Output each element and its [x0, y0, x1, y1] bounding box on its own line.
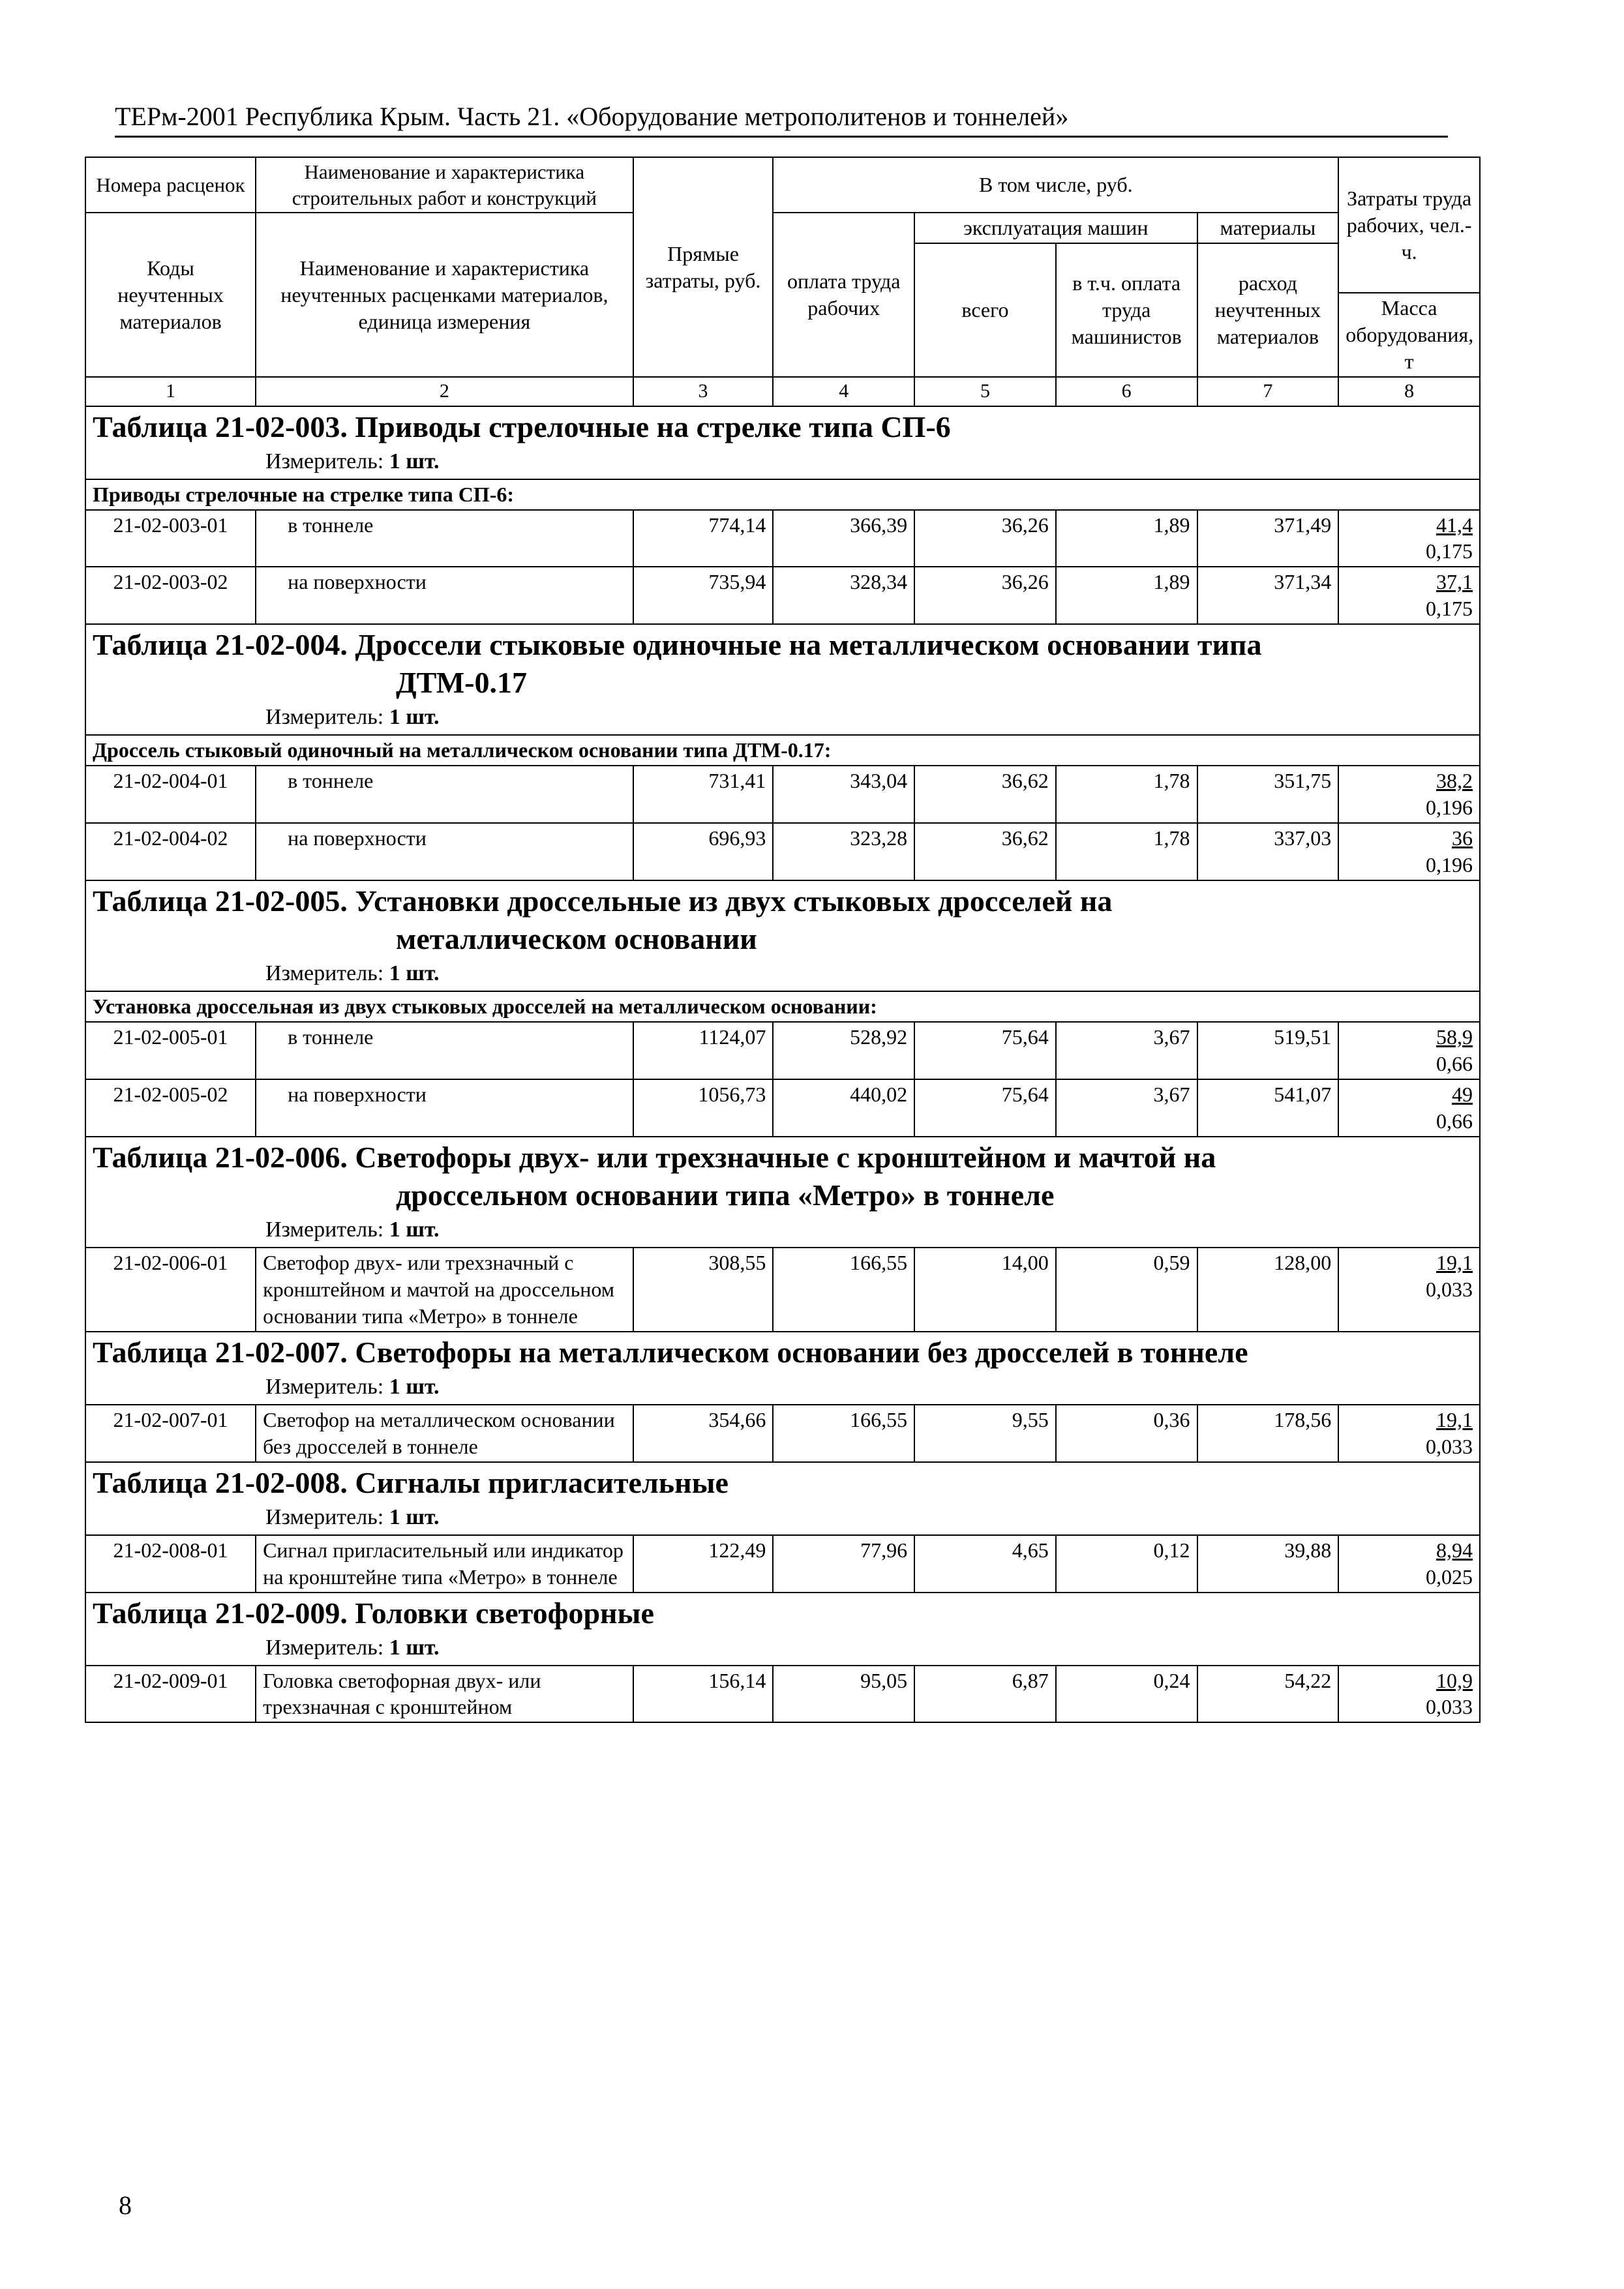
rate-mat: 39,88 — [1197, 1535, 1339, 1593]
hours-and-mass — [1338, 1535, 1480, 1593]
table-title — [93, 626, 1473, 702]
rate-row — [85, 823, 1480, 880]
equipment-mass: 0,025 — [1426, 1564, 1473, 1589]
rate-mach-labor: 0,12 — [1056, 1535, 1197, 1593]
labor-hours: 19,1 — [1436, 1250, 1473, 1274]
section-heading — [85, 624, 1480, 735]
rate-mach: 36,62 — [914, 766, 1056, 823]
table-number: Таблица 21-02-008. — [93, 1465, 348, 1499]
col8-top-header: Затраты труда рабочих, чел.-ч. — [1338, 157, 1480, 293]
col4-header: оплата труда рабочих — [773, 213, 914, 377]
col5-header: всего — [914, 243, 1056, 377]
rate-mach: 14,00 — [914, 1248, 1056, 1332]
rate-name: на поверхности — [256, 567, 633, 624]
rate-mach: 36,62 — [914, 823, 1056, 880]
rate-direct: 731,41 — [633, 766, 774, 823]
labor-hours: 19,1 — [1436, 1407, 1473, 1431]
labor-hours: 38,2 — [1436, 769, 1473, 793]
table-number: Таблица 21-02-003. — [93, 410, 348, 443]
measure-value: 1 шт. — [389, 1217, 440, 1242]
col-number: 8 — [1338, 377, 1480, 406]
col-number: 4 — [773, 377, 914, 406]
measure-label: Измеритель: — [265, 1504, 384, 1529]
equipment-mass: 0,033 — [1426, 1434, 1473, 1458]
rate-row — [85, 567, 1480, 624]
measure-value: 1 шт. — [389, 449, 440, 473]
labor-hours: 49 — [1452, 1082, 1473, 1106]
measure-value: 1 шт. — [389, 961, 440, 986]
rate-labor: 323,28 — [773, 823, 914, 880]
table-section — [85, 1332, 1480, 1405]
rate-labor: 366,39 — [773, 510, 914, 567]
col1-top-header: Номера расценок — [85, 157, 256, 213]
col3-header: Прямые затраты, руб. — [633, 157, 774, 377]
rate-mach-labor: 1,89 — [1056, 567, 1197, 624]
hours-and-mass — [1338, 766, 1480, 823]
equipment-mass: 0,033 — [1426, 1695, 1473, 1719]
measure-value: 1 шт. — [389, 705, 440, 730]
table-section — [85, 880, 1480, 991]
rate-mat: 519,51 — [1197, 1022, 1339, 1079]
table-number: Таблица 21-02-009. — [93, 1596, 348, 1630]
rate-mat: 54,22 — [1197, 1666, 1339, 1723]
rate-mat: 128,00 — [1197, 1248, 1339, 1332]
col-number: 1 — [85, 377, 256, 406]
rate-direct: 696,93 — [633, 823, 774, 880]
table-title — [93, 1464, 1473, 1502]
labor-hours: 41,4 — [1436, 513, 1473, 537]
measure-label: Измеритель: — [265, 1635, 384, 1660]
table-title-text: Установки дроссельные из двух стыковых дросселей на — [355, 884, 1113, 918]
rate-mach: 4,65 — [914, 1535, 1056, 1593]
rate-mach: 36,26 — [914, 567, 1056, 624]
measure-label: Измеритель: — [265, 1217, 384, 1242]
rate-mat: 371,49 — [1197, 510, 1339, 567]
rate-row — [85, 1022, 1480, 1079]
labor-hours: 37,1 — [1436, 570, 1473, 594]
rate-code: 21-02-005-01 — [85, 1022, 256, 1079]
table-title-text: Сигналы пригласительные — [355, 1465, 729, 1499]
rate-mach-labor: 0,36 — [1056, 1405, 1197, 1462]
col7-header: расход неучтенных материалов — [1197, 243, 1339, 377]
measure-unit — [93, 702, 1473, 733]
rate-row — [85, 510, 1480, 567]
rate-mat: 541,07 — [1197, 1079, 1339, 1137]
page-number: 8 — [119, 2191, 132, 2220]
col-number: 6 — [1056, 377, 1197, 406]
rate-labor: 77,96 — [773, 1535, 914, 1593]
rate-mach: 75,64 — [914, 1022, 1056, 1079]
table-section — [85, 624, 1480, 735]
rate-code: 21-02-005-02 — [85, 1079, 256, 1137]
rate-code: 21-02-003-02 — [85, 567, 256, 624]
hours-and-mass — [1338, 510, 1480, 567]
rate-name: в тоннеле — [256, 766, 633, 823]
table-title-text: Головки светофорные — [355, 1596, 654, 1630]
rate-direct: 735,94 — [633, 567, 774, 624]
rate-mach-labor: 3,67 — [1056, 1022, 1197, 1079]
table-number: Таблица 21-02-006. — [93, 1140, 348, 1174]
materials-header: материалы — [1197, 213, 1339, 243]
col1-bottom-header: Коды неучтенных материалов — [85, 213, 256, 377]
measure-value: 1 шт. — [389, 1374, 440, 1399]
rate-name: Сигнал пригласительный или индикатор на кронштейне типа «Метро» в тоннеле — [256, 1535, 633, 1593]
section-heading — [85, 406, 1480, 479]
machines-header: эксплуатация машин — [914, 213, 1197, 243]
table-title-text: Приводы стрелочные на стрелке типа СП-6 — [355, 410, 951, 443]
hours-and-mass — [1338, 567, 1480, 624]
rate-labor: 166,55 — [773, 1405, 914, 1462]
measure-value: 1 шт. — [389, 1635, 440, 1660]
measure-unit — [93, 1502, 1473, 1533]
rate-code: 21-02-008-01 — [85, 1535, 256, 1593]
rate-name: на поверхности — [256, 823, 633, 880]
hours-and-mass — [1338, 1666, 1480, 1723]
group-heading: Дроссель стыковый одиночный на металлическом основании типа ДТМ-0.17: — [85, 735, 1480, 766]
table-title — [93, 1334, 1473, 1371]
table-section — [85, 1593, 1480, 1666]
hours-and-mass — [1338, 1405, 1480, 1462]
measure-label: Измеритель: — [265, 1374, 384, 1399]
rate-mach: 9,55 — [914, 1405, 1056, 1462]
rate-mach: 6,87 — [914, 1666, 1056, 1723]
measure-unit — [93, 446, 1473, 477]
section-heading — [85, 1462, 1480, 1535]
rate-name: Светофор двух- или трехзначный с кронштейном и мачтой на дроссельном основании типа «Метро» в тоннеле — [256, 1248, 633, 1332]
equipment-mass: 0,66 — [1436, 1109, 1473, 1133]
rate-row — [85, 1079, 1480, 1137]
equipment-mass: 0,196 — [1426, 796, 1473, 820]
equipment-mass: 0,175 — [1426, 597, 1473, 621]
rate-mach: 36,26 — [914, 510, 1056, 567]
rate-code: 21-02-007-01 — [85, 1405, 256, 1462]
rate-mach-labor: 3,67 — [1056, 1079, 1197, 1137]
rate-direct: 774,14 — [633, 510, 774, 567]
rate-mat: 337,03 — [1197, 823, 1339, 880]
equipment-mass: 0,66 — [1436, 1051, 1473, 1075]
table-title-continuation: металлическом основании — [396, 922, 757, 956]
rate-labor: 166,55 — [773, 1248, 914, 1332]
rate-mach: 75,64 — [914, 1079, 1056, 1137]
measure-label: Измеритель: — [265, 705, 384, 730]
rate-row — [85, 1405, 1480, 1462]
labor-hours: 8,94 — [1436, 1538, 1473, 1562]
col-number: 5 — [914, 377, 1056, 406]
table-section — [85, 1462, 1480, 1535]
equipment-mass: 0,033 — [1426, 1277, 1473, 1301]
col2-bottom-header: Наименование и характеристика неучтенных расценками материалов, единица измерения — [256, 213, 633, 377]
rate-name: Головка светофорная двух- или трехзначная с кронштейном — [256, 1666, 633, 1723]
rate-name: в тоннеле — [256, 510, 633, 567]
rate-name: Светофор на металлическом основании без дросселей в тоннеле — [256, 1405, 633, 1462]
group-row — [85, 991, 1480, 1022]
table-title-text: Дроссели стыковые одиночные на металлическом основании типа — [355, 628, 1262, 662]
hours-and-mass — [1338, 823, 1480, 880]
rate-code: 21-02-004-01 — [85, 766, 256, 823]
rate-name: в тоннеле — [256, 1022, 633, 1079]
measure-label: Измеритель: — [265, 961, 384, 986]
col6-header: в т.ч. оплата труда машинистов — [1056, 243, 1197, 377]
table-title-continuation: ДТМ-0.17 — [396, 666, 527, 700]
labor-hours: 36 — [1452, 826, 1473, 850]
rate-code: 21-02-003-01 — [85, 510, 256, 567]
table-number: Таблица 21-02-007. — [93, 1335, 348, 1369]
measure-unit — [93, 1214, 1473, 1246]
section-heading — [85, 1593, 1480, 1666]
measure-unit — [93, 958, 1473, 989]
measure-value: 1 шт. — [389, 1504, 440, 1529]
rate-direct: 308,55 — [633, 1248, 774, 1332]
rate-mach-labor: 0,24 — [1056, 1666, 1197, 1723]
rate-row — [85, 1666, 1480, 1723]
table-title-text: Светофоры двух- или трехзначные с кронштейном и мачтой на — [355, 1140, 1216, 1174]
table-title — [93, 1139, 1473, 1214]
rate-direct: 354,66 — [633, 1405, 774, 1462]
hours-and-mass — [1338, 1079, 1480, 1137]
hours-and-mass — [1338, 1248, 1480, 1332]
rate-code: 21-02-009-01 — [85, 1666, 256, 1723]
table-section — [85, 406, 1480, 479]
rate-name: на поверхности — [256, 1079, 633, 1137]
rate-labor: 528,92 — [773, 1022, 914, 1079]
measure-unit — [93, 1632, 1473, 1664]
table-title — [93, 882, 1473, 958]
rate-direct: 1124,07 — [633, 1022, 774, 1079]
group-row — [85, 479, 1480, 510]
rates-table — [85, 157, 1481, 1723]
table-title-continuation: дроссельном основании типа «Метро» в тоннеле — [396, 1178, 1055, 1212]
rate-row — [85, 1248, 1480, 1332]
table-number: Таблица 21-02-005. — [93, 884, 348, 918]
group-heading: Приводы стрелочные на стрелке типа СП-6: — [85, 479, 1480, 510]
rate-labor: 343,04 — [773, 766, 914, 823]
equipment-mass: 0,175 — [1426, 539, 1473, 563]
rate-code: 21-02-006-01 — [85, 1248, 256, 1332]
section-heading — [85, 1137, 1480, 1248]
rate-mat: 178,56 — [1197, 1405, 1339, 1462]
rate-mach-labor: 1,78 — [1056, 823, 1197, 880]
col-number: 7 — [1197, 377, 1339, 406]
col-number: 3 — [633, 377, 774, 406]
table-number: Таблица 21-02-004. — [93, 628, 348, 662]
section-heading — [85, 880, 1480, 991]
measure-unit — [93, 1371, 1473, 1403]
labor-hours: 10,9 — [1436, 1668, 1473, 1692]
rate-mach-labor: 1,78 — [1056, 766, 1197, 823]
rate-direct: 156,14 — [633, 1666, 774, 1723]
table-title — [93, 408, 1473, 446]
rate-direct: 1056,73 — [633, 1079, 774, 1137]
rate-labor: 328,34 — [773, 567, 914, 624]
section-heading — [85, 1332, 1480, 1405]
measure-label: Измеритель: — [265, 449, 384, 473]
labor-hours: 58,9 — [1436, 1025, 1473, 1049]
rate-code: 21-02-004-02 — [85, 823, 256, 880]
including-header: В том числе, руб. — [773, 157, 1338, 213]
rate-labor: 95,05 — [773, 1666, 914, 1723]
rate-mach-labor: 0,59 — [1056, 1248, 1197, 1332]
table-section — [85, 1137, 1480, 1248]
rate-row — [85, 766, 1480, 823]
group-row — [85, 735, 1480, 766]
rate-mat: 371,34 — [1197, 567, 1339, 624]
col2-top-header: Наименование и характеристика строительных работ и конструкций — [256, 157, 633, 213]
rate-direct: 122,49 — [633, 1535, 774, 1593]
group-heading: Установка дроссельная из двух стыковых дросселей на металлическом основании: — [85, 991, 1480, 1022]
table-title — [93, 1594, 1473, 1632]
rate-mat: 351,75 — [1197, 766, 1339, 823]
equipment-mass: 0,196 — [1426, 853, 1473, 877]
table-title-text: Светофоры на металлическом основании без дросселей в тоннеле — [355, 1335, 1248, 1369]
hours-and-mass — [1338, 1022, 1480, 1079]
rate-mach-labor: 1,89 — [1056, 510, 1197, 567]
running-header: ТЕРм-2001 Республика Крым. Часть 21. «Оборудование метрополитенов и тоннелей» — [115, 98, 1448, 138]
rate-row — [85, 1535, 1480, 1593]
col-number: 2 — [256, 377, 633, 406]
col8-bottom-header: Масса оборудования, т — [1338, 293, 1480, 377]
rate-labor: 440,02 — [773, 1079, 914, 1137]
